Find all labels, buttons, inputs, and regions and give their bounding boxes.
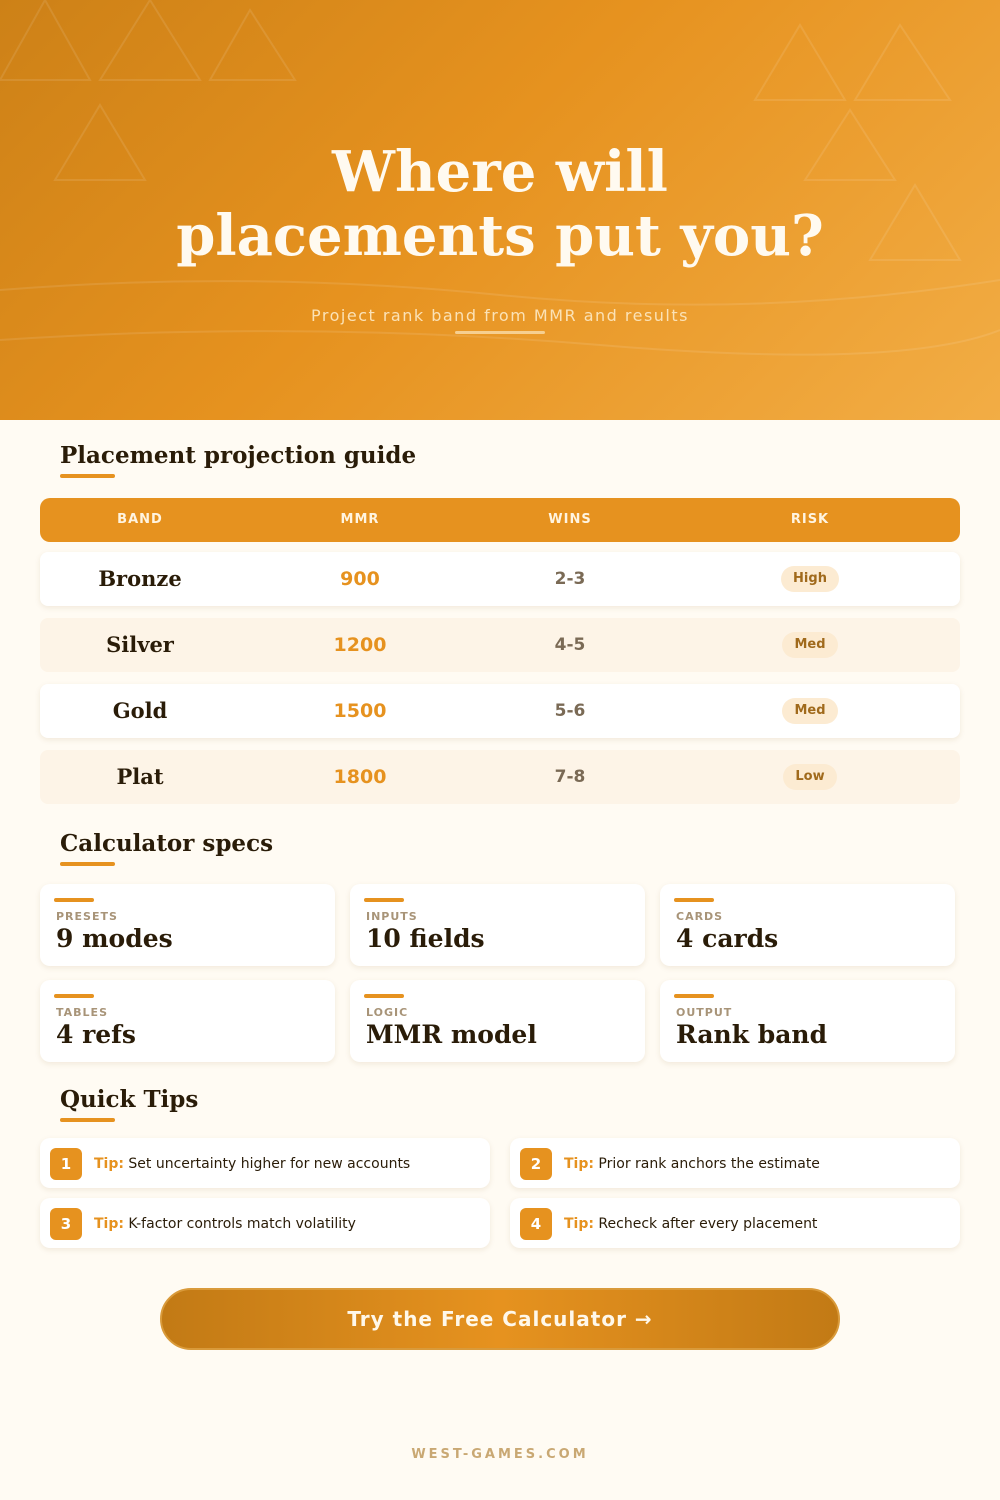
tip-text <box>564 1138 820 1190</box>
tip-body: K-factor controls match volatility <box>128 1216 356 1232</box>
hero-title-line1: Where will <box>332 139 668 205</box>
spec-label: LOGIC <box>366 1006 409 1019</box>
row-risk-cell <box>710 618 910 672</box>
tip-body: Set uncertainty higher for new accounts <box>128 1156 411 1172</box>
row-wins: 2-3 <box>554 569 586 589</box>
row-risk-cell <box>710 552 910 606</box>
table-row <box>40 684 960 738</box>
tip-prefix: Tip: <box>564 1216 594 1232</box>
row-mmr: 1500 <box>333 700 387 722</box>
row-mmr: 1200 <box>333 634 387 656</box>
row-risk-cell <box>710 750 910 804</box>
tip-card <box>510 1198 960 1248</box>
row-wins: 4-5 <box>554 635 586 655</box>
spec-value: 10 fields <box>366 924 485 953</box>
spec-card <box>350 980 645 1062</box>
spec-label: TABLES <box>56 1006 108 1019</box>
specs-title-bar <box>60 862 115 866</box>
spec-accent <box>54 898 94 902</box>
tip-text <box>564 1198 817 1250</box>
tip-text <box>94 1138 410 1190</box>
spec-accent <box>54 994 94 998</box>
spec-card <box>660 980 955 1062</box>
table-header <box>40 498 960 542</box>
table-row <box>40 618 960 672</box>
spec-value: 4 cards <box>676 924 779 953</box>
risk-badge: Low <box>783 764 836 790</box>
row-band: Silver <box>106 632 174 657</box>
spec-value: 4 refs <box>56 1020 137 1049</box>
tip-prefix: Tip: <box>94 1216 124 1232</box>
hero-banner <box>0 0 1000 420</box>
row-band: Plat <box>116 764 164 789</box>
header-band: BAND <box>117 512 163 527</box>
spec-card <box>40 884 335 966</box>
row-risk-cell <box>710 684 910 738</box>
spec-accent <box>674 898 714 902</box>
spec-label: INPUTS <box>366 910 418 923</box>
row-mmr: 1800 <box>333 766 387 788</box>
spec-card <box>660 884 955 966</box>
spec-accent <box>364 898 404 902</box>
row-wins: 7-8 <box>554 767 586 787</box>
footer-site-link[interactable]: WEST-GAMES.COM <box>411 1447 589 1462</box>
hero-title <box>0 140 1000 268</box>
spec-value: 9 modes <box>56 924 173 953</box>
hero-title-line2: placements put you? <box>176 203 824 269</box>
tip-card <box>40 1198 490 1248</box>
risk-badge: Med <box>782 698 837 724</box>
spec-accent <box>674 994 714 998</box>
hero-underline <box>455 331 545 334</box>
row-band: Bronze <box>98 566 182 591</box>
spec-value: MMR model <box>366 1020 537 1049</box>
header-wins: WINS <box>548 512 592 527</box>
header-risk: RISK <box>790 512 830 527</box>
spec-value: Rank band <box>676 1020 828 1049</box>
tip-prefix: Tip: <box>564 1156 594 1172</box>
row-wins: 5-6 <box>554 701 586 721</box>
spec-accent <box>364 994 404 998</box>
spec-card <box>350 884 645 966</box>
tips-title-bar <box>60 1118 115 1122</box>
tip-number: 1 <box>50 1148 82 1180</box>
spec-label: PRESETS <box>56 910 118 923</box>
tip-body: Prior rank anchors the estimate <box>598 1156 820 1172</box>
tip-number: 3 <box>50 1208 82 1240</box>
guide-title: Placement projection guide <box>60 442 417 469</box>
spec-label: OUTPUT <box>676 1006 733 1019</box>
spec-label: CARDS <box>676 910 724 923</box>
specs-title: Calculator specs <box>60 830 274 857</box>
hero-subtitle: Project rank band from MMR and results <box>311 306 689 325</box>
header-mmr: MMR <box>340 512 380 527</box>
spec-card <box>40 980 335 1062</box>
guide-title-bar <box>60 474 115 478</box>
try-calculator-button[interactable]: Try the Free Calculator → <box>160 1288 840 1350</box>
row-mmr: 900 <box>340 568 380 590</box>
row-band: Gold <box>112 698 168 723</box>
risk-badge: High <box>781 566 839 592</box>
tip-body: Recheck after every placement <box>598 1216 818 1232</box>
table-row <box>40 750 960 804</box>
tip-number: 2 <box>520 1148 552 1180</box>
tips-title: Quick Tips <box>60 1086 199 1113</box>
risk-badge: Med <box>782 632 837 658</box>
tip-card <box>40 1138 490 1188</box>
tip-text <box>94 1198 356 1250</box>
tip-card <box>510 1138 960 1188</box>
table-row <box>40 552 960 606</box>
tip-number: 4 <box>520 1208 552 1240</box>
tip-prefix: Tip: <box>94 1156 124 1172</box>
